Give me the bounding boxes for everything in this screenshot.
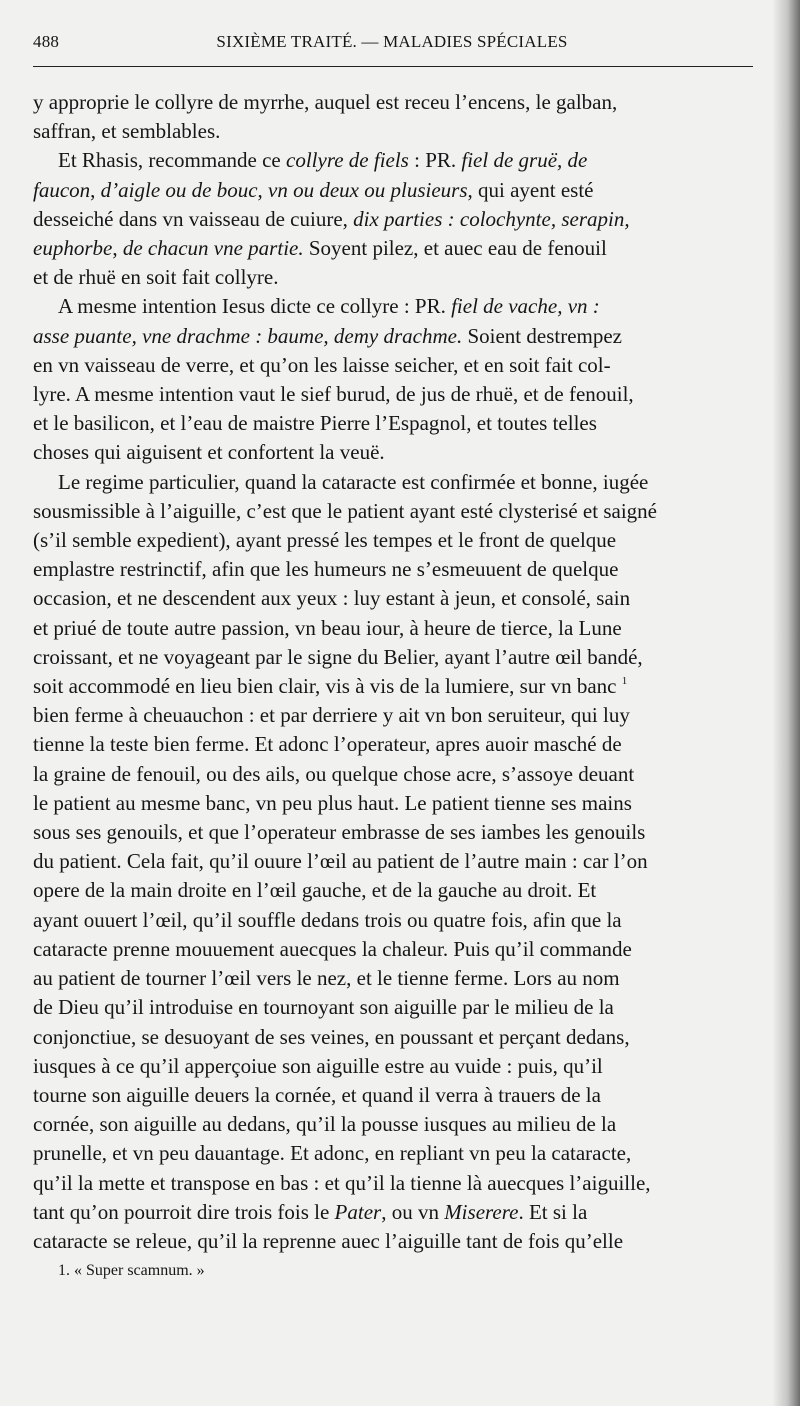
text-line: A mesme intention Iesus dicte ce collyre : PR. fiel de vache, vn :	[58, 294, 600, 319]
text-line: soit accommodé en lieu bien clair, vis à vis de la lumiere, sur vn banc $^1$	[33, 674, 628, 699]
page-spine-shadow	[772, 0, 800, 1406]
running-title: SIXIÈME TRAITÉ. — MALADIES SPÉCIALES	[216, 32, 568, 51]
text-line: opere de la main droite en l’œil gauche, et de la gauche au droit. Et	[33, 878, 597, 903]
text-line: cataracte prenne mouuement auecques la chaleur. Puis qu’il commande	[33, 936, 632, 961]
paragraph-iesus	[33, 292, 769, 467]
text-line: tienne la teste bien ferme. Et adonc l’operateur, apres auoir masché de	[33, 732, 622, 757]
text-line: bien ferme à cheuauchon : et par derriere y ait vn bon seruiteur, qui luy	[33, 703, 630, 728]
text-line: conjonctiue, se desuoyant de ses veines, en poussant et perçant dedans,	[33, 1024, 630, 1049]
text-line: du patient. Cela fait, qu’il ouure l’œil au patient de l’autre main : car l’on	[33, 849, 648, 874]
text-line: emplastre restrinctif, afin que les humeurs ne s’esmeuuent de quelque	[33, 557, 619, 582]
text-line: occasion, et ne descendent aux yeux : luy estant à jeun, et consolé, sain	[33, 586, 631, 611]
text-line: Et Rhasis, recommande ce collyre de fiels : PR. fiel de gruë, de	[58, 148, 588, 173]
text-line: Le regime particulier, quand la cataracte est confirmée et bonne, iugée	[58, 469, 649, 494]
footnote-marker: 1	[621, 675, 628, 688]
text-line: tourne son aiguille deuers la cornée, et quand il verra à trauers de la	[33, 1082, 601, 1107]
text-line: ayant ouuert l’œil, qu’il souffle dedans trois ou quatre fois, afin que la	[33, 907, 622, 932]
text-line: croissant, et ne voyageant par le signe du Belier, ayant l’autre œil bandé,	[33, 644, 643, 669]
text-line: le patient au mesme banc, vn peu plus haut. Le patient tienne ses mains	[33, 790, 632, 815]
text-line: lyre. A mesme intention vaut le sief burud, de jus de rhuë, et de fenouil,	[33, 382, 634, 407]
text-line: qu’il la mette et transpose en bas : et qu’il la tienne là auecques l’aiguille,	[33, 1170, 651, 1195]
running-header	[33, 30, 751, 56]
text-line: asse puante, vne drachme : baume, demy drachme. Soient destrempez	[33, 323, 623, 348]
text-line: la graine de fenouil, ou des ails, ou quelque chose acre, s’assoye deuant	[33, 761, 635, 786]
text-line: en vn vaisseau de verre, et qu’on les laisse seicher, et en soit fait col-	[33, 352, 611, 377]
footnote: 1. « Super scamnum. »	[58, 1262, 205, 1279]
paragraph-regime	[33, 468, 769, 1256]
text-line: cataracte se releue, qu’il la reprenne auec l’aiguille tant de fois qu’elle	[33, 1228, 624, 1253]
body-text	[33, 88, 769, 1256]
text-line: et de rhuë en soit fait collyre.	[33, 265, 279, 290]
text-line: tant qu’on pourroit dire trois fois le Pater, ou vn Miserere. Et si la	[33, 1199, 588, 1224]
text-line: euphorbe, de chacun vne partie. Soyent pilez, et auec eau de fenouil	[33, 236, 607, 261]
text-line: au patient de tourner l’œil vers le nez, et le tienne ferme. Lors au nom	[33, 966, 620, 991]
text-line: cornée, son aiguille au dedans, qu’il la pousse iusques au milieu de la	[33, 1112, 617, 1137]
paragraph-rhasis	[33, 146, 769, 292]
text-line: desseiché dans vn vaisseau de cuiure, dix parties : colochynte, serapin,	[33, 206, 630, 231]
text-line: faucon, d’aigle ou de bouc, vn ou deux ou plusieurs, qui ayent esté	[33, 177, 594, 202]
text-line: sous ses genouils, et que l’operateur embrasse de ses iambes les genouils	[33, 820, 646, 845]
text-line: choses qui aiguisent et confortent la veuë.	[33, 440, 385, 465]
text-line: sousmissible à l’aiguille, c’est que le patient ayant esté clysterisé et saigné	[33, 498, 657, 523]
text-line: de Dieu qu’il introduise en tournoyant son aiguille par le milieu de la	[33, 995, 614, 1020]
text-line: y approprie le collyre de myrrhe, auquel est receu l’encens, le galban,	[33, 90, 618, 114]
text-line: iusques à ce qu’il apperçoiue son aiguille estre au vuide : puis, qu’il	[33, 1053, 603, 1078]
text-line: prunelle, et vn peu dauantage. Et adonc, en repliant vn peu la cataracte,	[33, 1141, 632, 1166]
text-line: saffran, et semblables.	[33, 119, 221, 144]
header-rule	[33, 66, 753, 67]
text-line: (s’il semble expedient), ayant pressé les tempes et le front de quelque	[33, 528, 617, 553]
text-line: et priué de toute autre passion, vn beau iour, à heure de tierce, la Lune	[33, 615, 622, 640]
text-line: et le basilicon, et l’eau de maistre Pierre l’Espagnol, et toutes telles	[33, 411, 597, 436]
paragraph-collyre-myrrhe	[33, 88, 769, 146]
page-number: 488	[33, 32, 60, 51]
